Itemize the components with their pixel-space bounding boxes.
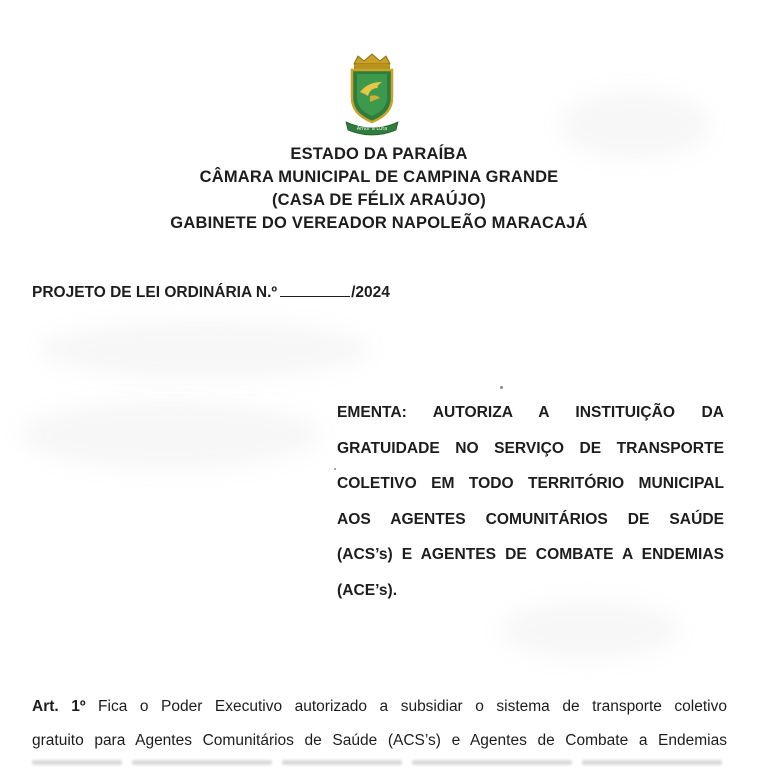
scan-bleed (500, 600, 680, 660)
article-text: Fica o Poder Executivo autorizado a subsidiar o sistema de transporte coletivo (98, 698, 727, 715)
scan-speck (334, 468, 336, 470)
scan-bleed (20, 400, 320, 470)
cut-off-text-line (32, 752, 727, 770)
article-1 (32, 690, 727, 758)
ementa-line: (ACE’s). (337, 581, 398, 599)
ementa-line: COLETIVO EM TODO TERRITÓRIO MUNICIPAL (337, 475, 724, 492)
ementa-line: GRATUIDADE NO SERVIÇO DE TRANSPORTE (337, 439, 724, 457)
bill-number-line (32, 284, 390, 302)
bill-number-year: /2024 (351, 284, 390, 301)
ementa-line: AOS AGENTES COMUNITÁRIOS DE SAÚDE (337, 510, 724, 528)
crest-motto: Amor à Luta (356, 126, 388, 132)
chamber-heading: CÂMARA MUNICIPAL DE CAMPINA GRANDE (199, 168, 559, 186)
office-heading: GABINETE DO VEREADOR NAPOLEÃO MARACAJÁ (170, 214, 588, 232)
article-line (32, 690, 727, 724)
ementa-block (337, 395, 724, 608)
house-heading: (CASA DE FÉLIX ARAÚJO) (271, 191, 487, 209)
article-label: Art. 1º (32, 698, 86, 715)
bill-number-label: PROJETO DE LEI ORDINÁRIA N.º (32, 284, 278, 301)
bill-number-blank (280, 284, 350, 297)
municipal-crest-icon (340, 52, 404, 136)
scan-speck (500, 386, 503, 389)
state-heading: ESTADO DA PARAÍBA (290, 145, 468, 163)
ementa-line: EMENTA: AUTORIZA A INSTITUIÇÃO DA (337, 404, 724, 421)
article-line: gratuito para Agentes Comunitários de Saúde (ACS’s) e Agentes de Combate a Endemias (32, 732, 727, 749)
ementa-line: (ACS’s) E AGENTES DE COMBATE A ENDEMIAS (337, 546, 724, 563)
scan-bleed (40, 320, 370, 380)
